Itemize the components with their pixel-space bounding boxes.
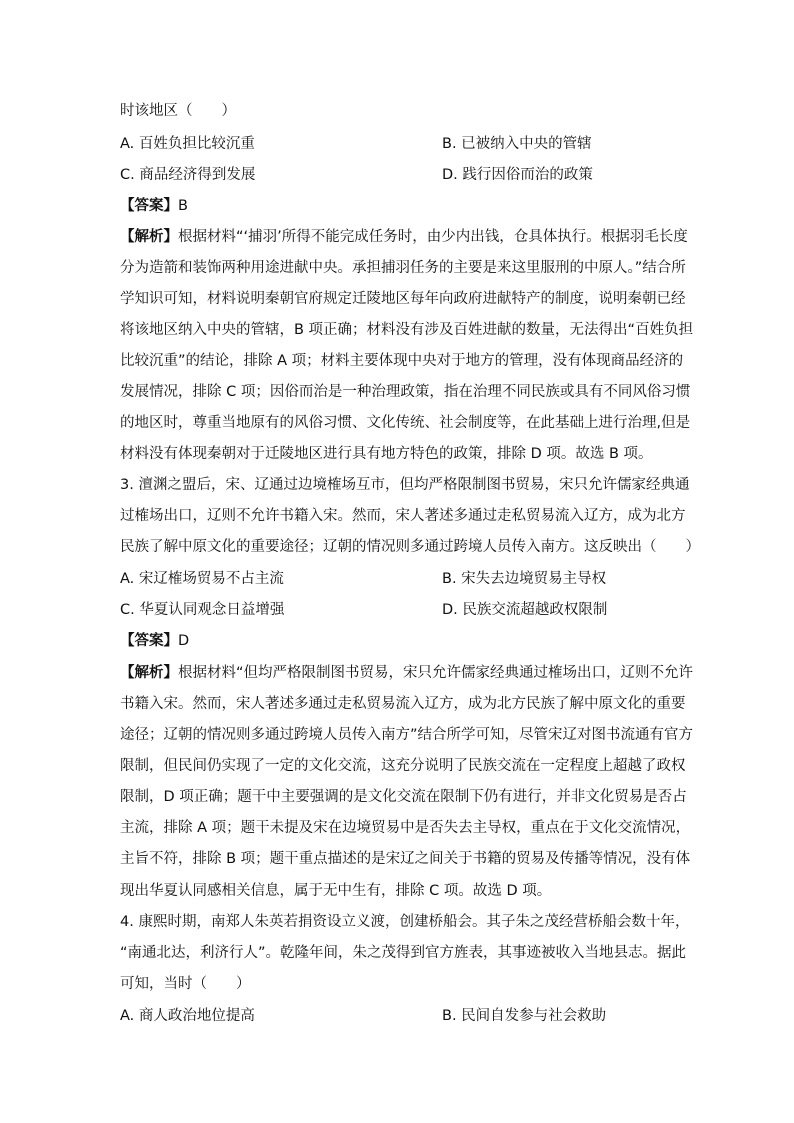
q2-option-b: B. 已被纳入中央的管辖: [442, 136, 592, 152]
q4-option-a: A. 商人政治地位提高: [120, 1008, 255, 1024]
q2-analysis-line: 学知识可知，材料说明秦朝官府规定迁陵地区每年向政府进献特产的制度，说明秦朝已经: [120, 291, 686, 307]
answer-label: 【答案】: [120, 633, 178, 649]
q4-stem-line: “南通北达，利济行人”。乾隆年间，朱之茂得到官方旌表，其事迹被收入当地县志。据此: [120, 945, 687, 961]
q2-option-a: A. 百姓负担比较沉重: [120, 136, 255, 152]
q3-option-d: D. 民族交流超越政权限制: [442, 602, 608, 618]
q3-stem-line: 民族了解中原文化的重要途径；辽朝的情况则多通过跨境人员传入南方。这反映出（ ）: [120, 539, 700, 555]
analysis-text: 根据材料“但均严格限制图书贸易，宋只允许儒家经典通过榷场出口，辽则不允许: [178, 665, 694, 681]
q3-analysis-line: 途径；辽朝的情况则多通过跨境人员传入南方”结合所学可知，尽管宋辽对图书流通有官方: [120, 727, 694, 743]
q2-analysis-line: [120, 226, 688, 248]
q2-answer: [120, 195, 188, 217]
q2-option-d: D. 践行因俗而治的政策: [442, 167, 593, 183]
q3-option-a: A. 宋辽榷场贸易不占主流: [120, 571, 284, 587]
q3-option-c: C. 华夏认同观念日益增强: [120, 602, 285, 618]
analysis-text: 根据材料“‘捕羽’所得不能完成任务时，由少内出钱，仓具体执行。根据羽毛长度: [178, 229, 688, 245]
q4-stem-line: 4. 康熙时期，南郑人朱英若捐资设立义渡，创建桥船会。其子朱之茂经营桥船会数十年，: [120, 914, 690, 930]
answer-value: D: [178, 633, 190, 649]
answer-label: 【答案】: [120, 198, 178, 214]
q2-stem-tail: 时该地区（ ）: [120, 103, 236, 119]
q4-stem-line: 可知，当时（ ）: [120, 976, 251, 992]
q2-analysis-line: 发展情况，排除 C 项；因俗而治是一种治理政策，指在治理不同民族或具有不同风俗习惯: [120, 384, 691, 400]
analysis-label: 【解析】: [120, 665, 178, 681]
analysis-label: 【解析】: [120, 229, 178, 245]
q2-analysis-line: 分为造箭和装饰两种用途进献中央。承担捕羽任务的主要是来这里服刑的中原人。”结合所: [120, 260, 686, 276]
q2-analysis-line: 的地区时，尊重当地原有的风俗习惯、文化传统、社会制度等，在此基础上进行治理,但是: [120, 415, 691, 431]
q3-analysis-line: 主流，排除 A 项；题干未提及宋在边境贸易中是否失去主导权，重点在于文化交流情况，: [120, 820, 691, 836]
q2-analysis-line: 将该地区纳入中央的管辖，B 项正确；材料没有涉及百姓进献的数量，无法得出“百姓负担: [120, 322, 694, 338]
q3-option-b: B. 宋失去边境贸易主导权: [442, 571, 607, 587]
q2-analysis-line: 比较沉重”的结论，排除 A 项；材料主要体现中央对于地方的管理，没有体现商品经济的: [120, 353, 684, 369]
q3-stem-line: 3. 澶渊之盟后，宋、辽通过边境榷场互市，但均严格限制图书贸易，宋只允许儒家经典通: [120, 477, 690, 493]
q3-analysis-line: 限制，D 项正确；题干中主要强调的是文化交流在限制下仍有进行，并非文化贸易是否占: [120, 789, 687, 805]
answer-value: B: [178, 198, 188, 214]
q3-analysis-line: 主旨不符，排除 B 项；题干重点描述的是宋辽之间关于书籍的贸易及传播等情况，没有体: [120, 851, 691, 867]
q2-option-c: C. 商品经济得到发展: [120, 167, 256, 183]
q3-answer: [120, 630, 189, 652]
q3-analysis-line: 限制，但民间仍实现了一定的文化交流，这充分说明了民族交流在一定程度上超越了政权: [120, 758, 686, 774]
q3-analysis-line: 书籍入宋。然而，宋人著述多通过走私贸易流入辽方，成为北方民族了解中原文化的重要: [120, 696, 686, 712]
q2-analysis-line: 材料没有体现秦朝对于迁陵地区进行具有地方特色的政策，排除 D 项。故选 B 项。: [120, 446, 653, 462]
q3-stem-line: 过榷场出口，辽则不允许书籍入宋。然而，宋人著述多通过走私贸易流入辽方，成为北方: [120, 508, 686, 524]
q4-option-b: B. 民间自发参与社会救助: [442, 1008, 607, 1024]
q3-analysis-line: 现出华夏认同感相关信息，属于无中生有，排除 C 项。故选 D 项。: [120, 883, 552, 899]
q3-analysis-line: [120, 662, 693, 684]
